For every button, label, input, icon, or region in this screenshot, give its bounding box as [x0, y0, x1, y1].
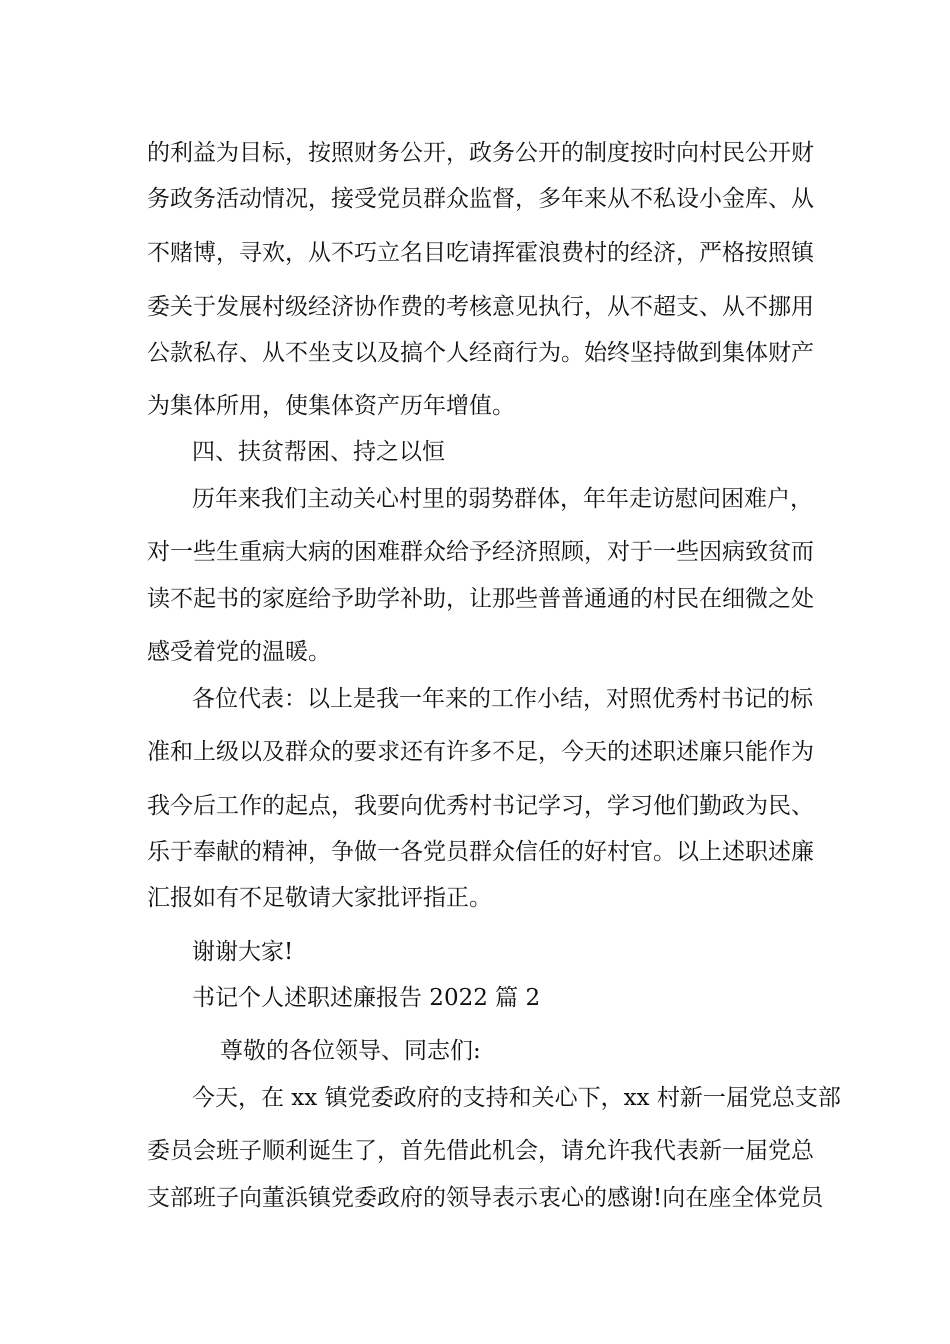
paragraph-line: 公款私存、从不坐支以及搞个人经商行为。始终坚持做到集体财产	[147, 340, 814, 366]
paragraph-line: 准和上级以及群众的要求还有许多不足，今天的述职述廉只能作为	[147, 739, 814, 765]
paragraph-line: 务政务活动情况，接受党员群众监督，多年来从不私设小金库、从	[147, 186, 814, 212]
paragraph-line: 读不起书的家庭给予助学补助，让那些普普通通的村民在细微之处	[147, 586, 814, 612]
paragraph-line: 今天，在 xx 镇党委政府的支持和关心下，xx 村新一届党总支部	[192, 1085, 841, 1111]
paragraph-line: 感受着党的温暖。	[147, 639, 331, 665]
paragraph-line: 委关于发展村级经济协作费的考核意见执行，从不超支、从不挪用	[147, 294, 814, 320]
section-heading: 四、扶贫帮困、持之以恒	[192, 439, 445, 465]
salutation: 尊敬的各位领导、同志们:	[220, 1038, 481, 1064]
paragraph-line: 汇报如有不足敬请大家批评指正。	[147, 885, 492, 911]
paragraph-line: 各位代表：以上是我一年来的工作小结，对照优秀村书记的标	[192, 686, 813, 712]
paragraph-line: 我今后工作的起点，我要向优秀村书记学习，学习他们勤政为民、	[147, 793, 814, 819]
closing-line: 谢谢大家!	[192, 939, 294, 965]
paragraph-line: 乐于奉献的精神，争做一各党员群众信任的好村官。以上述职述廉	[147, 839, 814, 865]
paragraph-line: 历年来我们主动关心村里的弱势群体，年年走访慰问困难户，	[192, 486, 813, 512]
paragraph-line: 支部班子向董浜镇党委政府的领导表示衷心的感谢!向在座全体党员	[147, 1185, 824, 1211]
paragraph-line: 为集体所用，使集体资产历年增值。	[147, 393, 515, 419]
paragraph-line: 不赌博，寻欢，从不巧立名目吃请挥霍浪费村的经济，严格按照镇	[147, 240, 814, 266]
paragraph-line: 的利益为目标，按照财务公开，政务公开的制度按时向村民公开财	[147, 140, 814, 166]
paragraph-line: 对一些生重病大病的困难群众给予经济照顾，对于一些因病致贫而	[147, 539, 814, 565]
paragraph-line: 委员会班子顺利诞生了，首先借此机会，请允许我代表新一届党总	[147, 1138, 814, 1164]
report-title: 书记个人述职述廉报告 2022 篇 2	[192, 985, 541, 1011]
